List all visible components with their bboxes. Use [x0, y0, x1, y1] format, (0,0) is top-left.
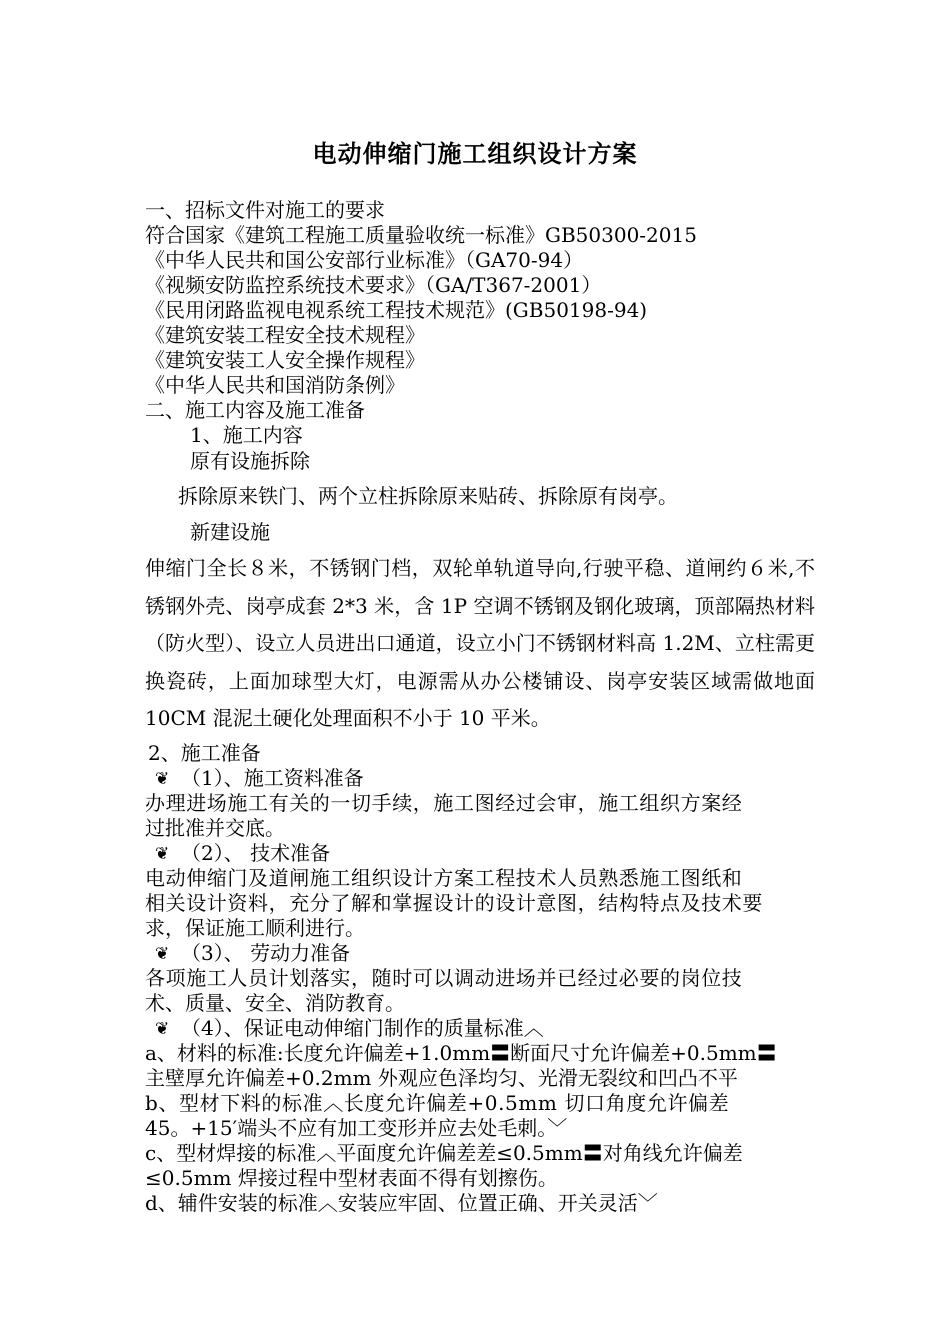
- standard-item: 《中华人民共和国公安部行业标准》（GA70-94）: [145, 248, 584, 272]
- standard-item: 《中华人民共和国消防条例》: [145, 373, 405, 397]
- prep-heading-text: （4）、保证电动伸缩门制作的质量标准︿: [181, 1016, 544, 1040]
- subsection-heading: 2、施工准备: [148, 741, 261, 765]
- standard-item: 《建筑安装工人安全操作规程》: [145, 348, 425, 372]
- wingding-bullet-icon: ❦: [155, 944, 170, 964]
- subsection-heading: 新建设施: [190, 520, 270, 544]
- paragraph-line: d、辅件安装的标准︿安装应牢固、位置正确、开关灵活﹀: [145, 1191, 658, 1215]
- prep-heading-text: （2）、 技术准备: [181, 841, 331, 865]
- prep-item-heading: [155, 841, 825, 867]
- subsection-heading: 原有设施拆除: [190, 449, 310, 473]
- paragraph-line: 45。+15′端头不应有加工变形并应去处毛刺。﹀: [145, 1116, 568, 1140]
- paragraph-line: a、材料的标准:长度允许偏差+1.0mm〓断面尺寸允许偏差+0.5mm〓: [145, 1041, 777, 1065]
- standard-item: 《建筑安装工程安全技术规程》: [145, 323, 425, 347]
- subsection-heading: 1、施工内容: [190, 423, 303, 447]
- wingding-bullet-icon: ❦: [155, 769, 170, 789]
- prep-item-heading: [155, 766, 825, 792]
- paragraph-line: 术、质量、安全、消防教育。: [145, 991, 405, 1015]
- paragraph-line: 相关设计资料，充分了解和掌握设计的设计意图，结构特点及技术要: [145, 891, 763, 915]
- document-title: 电动伸缩门施工组织设计方案: [312, 139, 638, 168]
- paragraph-line: 求，保证施工顺利进行。: [145, 916, 365, 940]
- prep-heading-text: （3）、 劳动力准备: [181, 941, 351, 965]
- paragraph-line: b、型材下料的标准︿长度允许偏差+0.5mm 切口角度允许偏差: [145, 1091, 730, 1115]
- new-facilities-paragraph: 伸缩门全长８米，不锈钢门档，双轮单轨道导向,行驶平稳、道闸约６米,不锈钢外壳、岗亭成套 2*3 米，含 1P 空调不锈钢及钢化玻璃，顶部隔热材料（防火型）、设立人员进出口通道，设立小门不锈钢材料高 1.2M、立柱需更换瓷砖，上面加球型大灯，电源需从办公楼铺设、岗亭安装区域需做地面 10CM 混泥土硬化处理面积不小于 10 平米。: [145, 556, 815, 730]
- paragraph-line: 拆除原来铁门、两个立柱拆除原来贴砖、拆除原有岗亭。: [178, 484, 678, 508]
- prep-item-heading: [155, 1016, 825, 1042]
- prep-heading-text: （1）、施工资料准备: [181, 766, 364, 790]
- paragraph-line: 过批准并交底。: [145, 816, 285, 840]
- standard-item: 《民用闭路监视电视系统工程技术规范》(GB50198-94): [145, 298, 648, 322]
- prep-item-heading: [155, 941, 825, 967]
- wingding-bullet-icon: ❦: [155, 844, 170, 864]
- paragraph-line: 电动伸缩门及道闸施工组织设计方案工程技术人员熟悉施工图纸和: [145, 866, 743, 890]
- standard-item: 《视频安防监控系统技术要求》（GA/T367-2001）: [145, 273, 602, 297]
- section2-heading: 二、施工内容及施工准备: [145, 398, 365, 422]
- paragraph-line: ≤0.5mm 焊接过程中型材表面不得有划擦伤。: [145, 1166, 558, 1190]
- paragraph-line: 各项施工人员计划落实，随时可以调动进场并已经过必要的岗位技: [145, 966, 743, 990]
- section1-heading: 一、招标文件对施工的要求: [145, 198, 385, 222]
- paragraph-line: 主壁厚允许偏差+0.2mm 外观应色泽均匀、光滑无裂纹和凹凸不平: [145, 1066, 738, 1090]
- standard-item: 符合国家《建筑工程施工质量验收统一标准》GB50300-2015: [145, 223, 697, 247]
- paragraph-line: 办理进场施工有关的一切手续，施工图经过会审，施工组织方案经: [145, 791, 743, 815]
- paragraph-line: c、型材焊接的标准︿平面度允许偏差差≤0.5mm〓对角线允许偏差: [145, 1141, 743, 1165]
- wingding-bullet-icon: ❦: [155, 1019, 170, 1039]
